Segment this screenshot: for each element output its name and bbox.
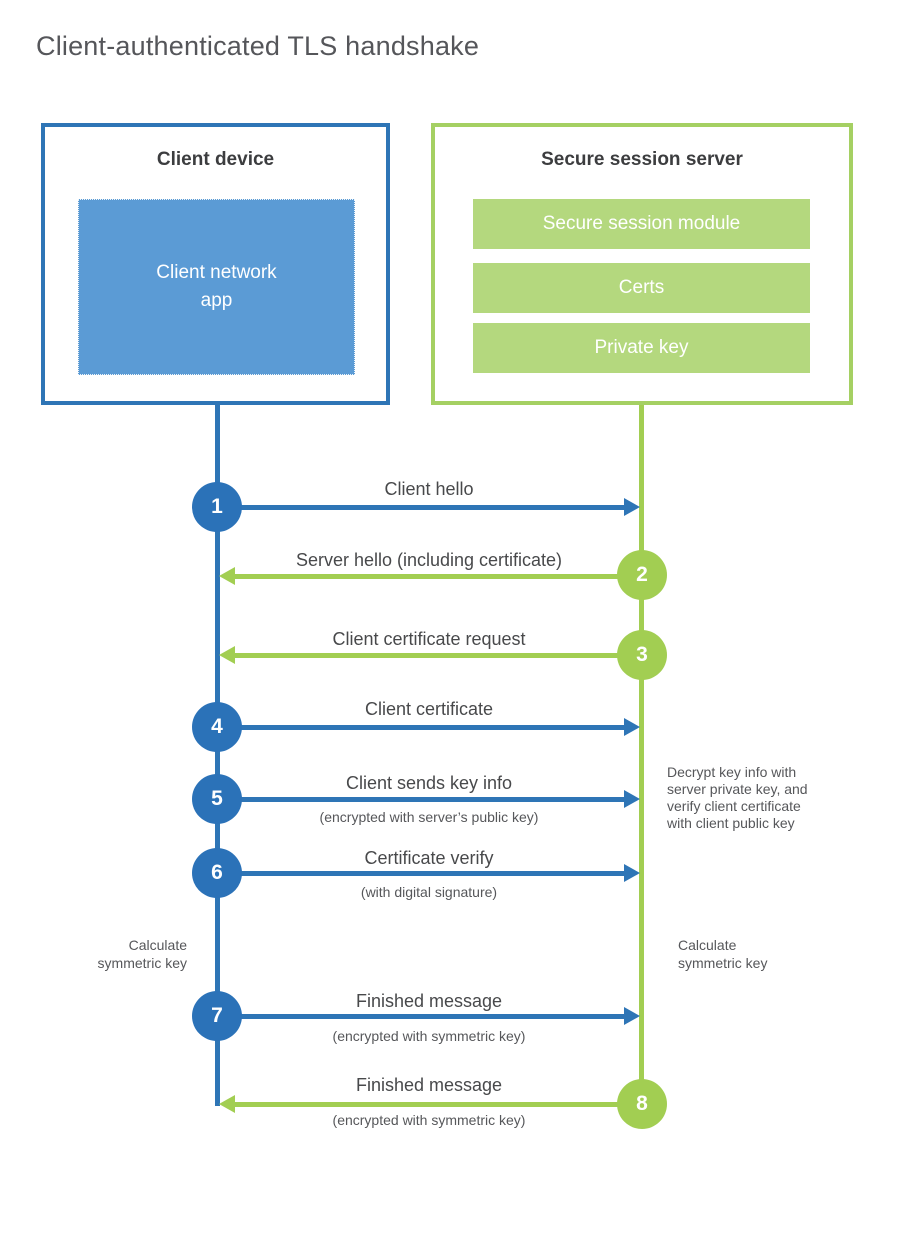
calculate-symmetric-key-note-right (678, 936, 828, 972)
client-network-app-box (78, 199, 355, 375)
decrypt-note-line3: verify client certificate (667, 798, 801, 814)
step-3-arrowhead-icon (219, 646, 235, 664)
step-2-circle: 2 (617, 550, 667, 600)
step-6-sublabel: (with digital signature) (360, 884, 498, 900)
step-5-arrowhead-icon (624, 790, 640, 808)
step-7-label: Finished message (355, 991, 503, 1011)
step-6-arrow-line (217, 871, 624, 876)
step-6-arrowhead-icon (624, 864, 640, 882)
step-5-arrow-line (217, 797, 624, 802)
client-app-label-line1: Client network (156, 262, 277, 283)
step-4-arrowhead-icon (624, 718, 640, 736)
step-1-arrow-line (217, 505, 624, 510)
step-2-arrowhead-icon (219, 567, 235, 585)
decrypt-note-line1: Decrypt key info with (667, 764, 797, 780)
step-7-arrow-line (217, 1014, 624, 1019)
calc-left-line2: symmetric key (97, 955, 187, 971)
client-app-label-line2: app (200, 290, 233, 311)
step-6-label: Certificate verify (364, 848, 494, 868)
step-1-circle: 1 (192, 482, 242, 532)
step-5-circle: 5 (192, 774, 242, 824)
step-7-sublabel: (encrypted with symmetric key) (332, 1028, 526, 1044)
diagram-title: Client-authenticated TLS handshake (36, 31, 480, 61)
step-2-arrow-line (235, 574, 643, 579)
step-6-circle: 6 (192, 848, 242, 898)
client-device-box (41, 123, 390, 405)
calc-left-line1: Calculate (128, 937, 187, 953)
step-5-sublabel: (encrypted with server’s public key) (319, 809, 539, 825)
step-8-sublabel: (encrypted with symmetric key) (332, 1112, 526, 1128)
step-4-arrow-line (217, 725, 624, 730)
server-module-private-key: Private key (473, 323, 810, 373)
step-3-label: Client certificate request (332, 629, 526, 649)
decrypt-note-line4: with client public key (667, 815, 795, 831)
decrypt-note-line2: server private key, and (667, 781, 808, 797)
step-7-arrowhead-icon (624, 1007, 640, 1025)
step-1-arrowhead-icon (624, 498, 640, 516)
step-4-circle: 4 (192, 702, 242, 752)
step-8-circle: 8 (617, 1079, 667, 1129)
server-module-certs: Certs (473, 263, 810, 313)
step-2-label: Server hello (including certificate) (295, 550, 563, 570)
decrypt-key-info-note (667, 764, 842, 832)
step-3-arrow-line (235, 653, 643, 658)
step-3-circle: 3 (617, 630, 667, 680)
secure-session-server-box (431, 123, 853, 405)
calc-right-line1: Calculate (678, 937, 737, 953)
step-8-arrow-line (235, 1102, 643, 1107)
step-5-label: Client sends key info (345, 773, 513, 793)
calc-right-line2: symmetric key (678, 955, 768, 971)
step-1-label: Client hello (384, 479, 474, 499)
client-device-header: Client device (156, 149, 275, 170)
calculate-symmetric-key-note-left (37, 936, 187, 972)
step-7-circle: 7 (192, 991, 242, 1041)
secure-session-server-header: Secure session server (541, 149, 743, 170)
step-8-label: Finished message (355, 1075, 503, 1095)
step-4-label: Client certificate (364, 699, 494, 719)
server-module-secure-session-module: Secure session module (473, 199, 810, 249)
